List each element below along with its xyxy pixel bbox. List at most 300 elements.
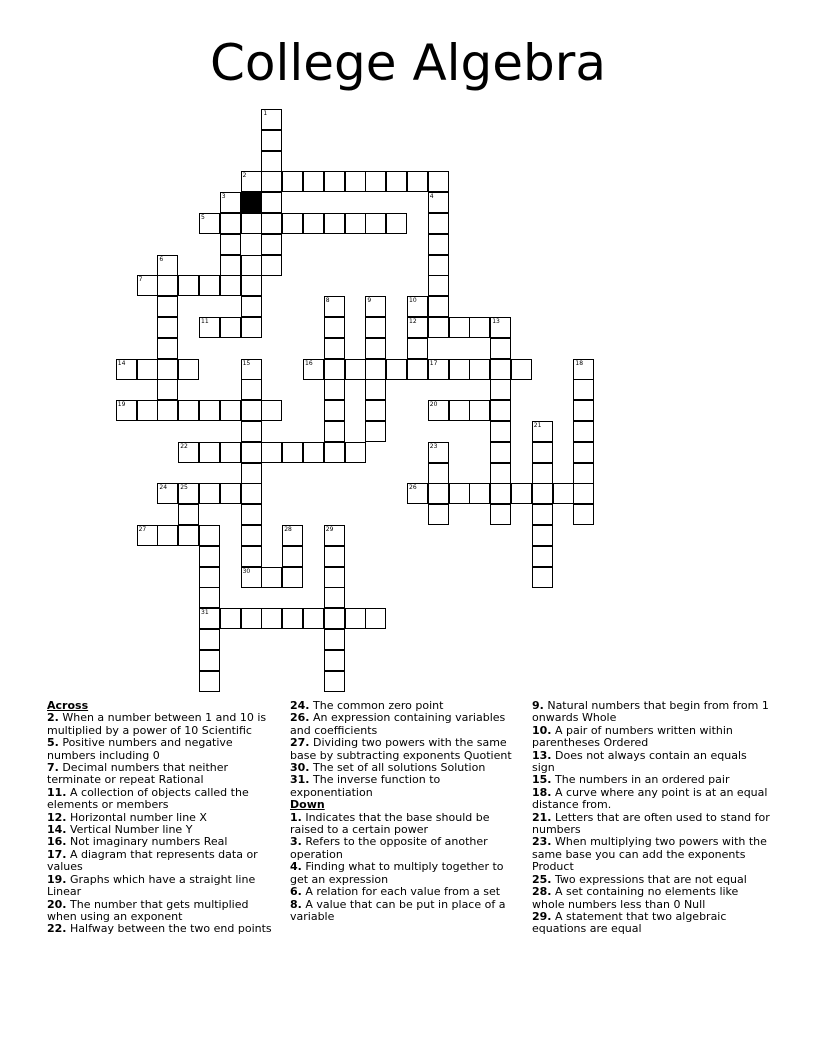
clue-number: 11 [201, 318, 209, 325]
clue-number: 26 [409, 484, 417, 492]
grid-cell[interactable] [490, 483, 511, 504]
grid-cell[interactable] [324, 296, 345, 317]
grid-cell[interactable] [282, 567, 303, 588]
grid-cell[interactable] [241, 567, 262, 588]
grid-cell[interactable] [178, 359, 199, 380]
grid-cell[interactable] [511, 359, 532, 380]
grid-cell[interactable] [428, 400, 449, 421]
grid-cell[interactable] [428, 192, 449, 213]
grid-cell[interactable] [261, 109, 282, 130]
clue-number: 4 [429, 193, 434, 201]
grid-cell[interactable] [469, 359, 490, 380]
clue-number: 25. [532, 872, 552, 886]
clue-number: 18. [532, 785, 552, 799]
grid-cell[interactable] [303, 608, 324, 629]
clue-number: 12 [409, 318, 417, 325]
grid-cell[interactable] [532, 525, 553, 546]
grid-cell[interactable] [324, 359, 345, 380]
grid-cell[interactable] [449, 400, 470, 421]
clue-number: 1. [290, 810, 302, 824]
clue-item [532, 787, 772, 812]
grid-cell[interactable] [137, 400, 158, 421]
grid-cell[interactable] [241, 255, 262, 276]
grid-cell[interactable] [241, 442, 262, 463]
clue-number: 5 [201, 214, 205, 221]
grid-cell[interactable] [137, 359, 158, 380]
grid-cell[interactable] [386, 171, 407, 192]
grid-cell[interactable] [241, 504, 262, 525]
grid-cell[interactable] [407, 317, 428, 338]
grid-cell[interactable] [428, 483, 449, 504]
grid-cell[interactable] [178, 504, 199, 525]
grid-cell[interactable] [261, 400, 282, 421]
clue-number: 21 [533, 422, 542, 429]
clue-item [47, 899, 277, 924]
grid-cell[interactable] [261, 171, 282, 192]
clue-number: 23. [532, 835, 552, 849]
grid-cell[interactable] [428, 213, 449, 234]
grid-cell[interactable] [199, 629, 220, 650]
grid-cell[interactable] [511, 483, 532, 504]
clue-item [532, 886, 772, 911]
grid-cell[interactable] [157, 317, 178, 338]
grid-cell[interactable] [386, 359, 407, 380]
grid-cell[interactable] [490, 317, 511, 338]
grid-cell[interactable] [365, 421, 386, 442]
clue-text: The inverse function to exponentiation [290, 773, 441, 799]
grid-cell[interactable] [449, 483, 470, 504]
grid-cell[interactable] [428, 359, 449, 380]
clue-number: 20 [429, 401, 438, 409]
clue-number: 4. [290, 860, 302, 874]
grid-cell[interactable] [199, 525, 220, 546]
clue-item [532, 812, 772, 837]
grid-cell[interactable] [490, 421, 511, 442]
grid-cell[interactable] [199, 400, 220, 421]
grid-cell[interactable] [428, 317, 449, 338]
grid-cell[interactable] [573, 421, 594, 442]
grid-cell[interactable] [573, 463, 594, 484]
grid-cell[interactable] [241, 400, 262, 421]
grid-cell[interactable] [407, 171, 428, 192]
grid-cell[interactable] [428, 504, 449, 525]
grid-cell[interactable] [261, 130, 282, 151]
clue-text: The numbers in an ordered pair [551, 773, 730, 787]
grid-cell[interactable] [532, 504, 553, 525]
clue-item [290, 836, 520, 861]
grid-cell[interactable] [220, 275, 241, 296]
grid-cell[interactable] [365, 379, 386, 400]
grid-cell[interactable] [532, 442, 553, 463]
clue-number: 19. [47, 872, 67, 886]
grid-cell[interactable] [407, 296, 428, 317]
clue-text: Decimal numbers that neither terminate or repeat Rational [47, 761, 229, 787]
grid-cell[interactable] [157, 400, 178, 421]
clue-text: Vertical Number line Y [66, 823, 193, 837]
clue-number: 14 [117, 359, 126, 367]
section-heading: Across [47, 699, 89, 712]
clue-number: 8. [290, 897, 302, 911]
clue-item [532, 750, 772, 775]
clue-number: 23 [429, 442, 438, 450]
grid-cell[interactable] [345, 359, 366, 380]
grid-cell[interactable] [241, 213, 262, 234]
clue-number: 10 [409, 297, 417, 305]
clue-text: Refers to the opposite of another operation [290, 835, 488, 861]
clue-item [47, 787, 277, 812]
grid-cell[interactable] [490, 442, 511, 463]
grid-cell[interactable] [365, 608, 386, 629]
clue-item [290, 774, 520, 799]
clue-number: 26. [290, 711, 310, 725]
grid-cell[interactable] [199, 483, 220, 504]
grid-cell[interactable] [365, 338, 386, 359]
clue-number: 1 [263, 110, 268, 117]
grid-cell[interactable] [199, 213, 220, 234]
clue-number: 13 [492, 318, 500, 325]
black-square [241, 192, 262, 213]
grid-cell[interactable] [199, 546, 220, 567]
grid-cell[interactable] [573, 400, 594, 421]
grid-cell[interactable] [157, 275, 178, 296]
clue-text: Not imaginary numbers Real [66, 835, 228, 849]
grid-cell[interactable] [241, 608, 262, 629]
clue-item [47, 737, 277, 762]
clue-text: A value that can be put in place of a variable [290, 897, 506, 923]
grid-cell[interactable] [490, 379, 511, 400]
grid-cell[interactable] [365, 359, 386, 380]
clue-text: Finding what to multiply together to get an expression [290, 860, 504, 886]
grid-cell[interactable] [220, 483, 241, 504]
grid-cell[interactable] [573, 379, 594, 400]
grid-cell[interactable] [157, 525, 178, 546]
grid-cell[interactable] [220, 234, 241, 255]
grid-cell[interactable] [241, 463, 262, 484]
grid-cell[interactable] [428, 234, 449, 255]
clue-number: 20. [47, 897, 67, 911]
grid-cell[interactable] [573, 442, 594, 463]
clue-number: 21. [532, 810, 552, 824]
grid-cell[interactable] [449, 359, 470, 380]
clue-item [47, 874, 277, 899]
grid-cell[interactable] [324, 587, 345, 608]
clue-item [532, 725, 772, 750]
clue-text: Horizontal number line X [66, 810, 207, 824]
grid-cell[interactable] [324, 213, 345, 234]
grid-cell[interactable] [532, 463, 553, 484]
grid-cell[interactable] [324, 650, 345, 671]
clue-number: 13. [532, 748, 552, 762]
grid-cell[interactable] [490, 338, 511, 359]
grid-cell[interactable] [241, 359, 262, 380]
grid-cell[interactable] [490, 504, 511, 525]
clue-item [47, 762, 277, 787]
clue-number: 3. [290, 835, 302, 849]
grid-cell[interactable] [428, 171, 449, 192]
grid-cell[interactable] [178, 483, 199, 504]
grid-cell[interactable] [407, 338, 428, 359]
clue-text: Indicates that the base should be raised to a certain power [290, 810, 490, 837]
grid-cell[interactable] [324, 629, 345, 650]
grid-cell[interactable] [428, 296, 449, 317]
grid-cell[interactable] [116, 400, 137, 421]
clue-number: 31 [201, 609, 209, 617]
grid-cell[interactable] [199, 275, 220, 296]
grid-cell[interactable] [178, 442, 199, 463]
grid-cell[interactable] [428, 442, 449, 463]
grid-cell[interactable] [157, 255, 178, 276]
clue-number: 7. [47, 761, 59, 775]
clue-text: The number that gets multiplied when using an exponent [47, 897, 249, 923]
grid-cell[interactable] [199, 587, 220, 608]
clue-text: Does not always contain an equals sign [532, 748, 747, 775]
clue-text: Positive numbers and negative numbers including 0 [47, 736, 233, 762]
clue-number: 8 [325, 297, 330, 305]
clue-item [290, 712, 520, 737]
grid-cell[interactable] [241, 525, 262, 546]
clue-number: 25 [180, 484, 188, 492]
grid-cell[interactable] [324, 525, 345, 546]
grid-cell[interactable] [324, 567, 345, 588]
clue-text: A pair of numbers written within parentheses Ordered [532, 723, 733, 750]
clue-column-2 [290, 700, 520, 923]
grid-cell[interactable] [157, 296, 178, 317]
clue-text: Letters that are often used to stand for numbers [532, 810, 770, 837]
clue-item [290, 861, 520, 886]
clue-text: A relation for each value from a set [301, 885, 501, 899]
clue-item [290, 737, 520, 762]
clue-number: 6 [159, 255, 164, 263]
clue-item [290, 899, 520, 924]
grid-cell[interactable] [303, 213, 324, 234]
grid-cell[interactable] [241, 296, 262, 317]
grid-cell[interactable] [261, 192, 282, 213]
grid-cell[interactable] [365, 171, 386, 192]
clue-number: 29. [532, 909, 552, 923]
clue-column-1 [47, 700, 277, 936]
grid-cell[interactable] [365, 296, 386, 317]
section-heading: Down [290, 798, 325, 812]
clue-number: 12. [47, 810, 67, 824]
clue-number: 6. [290, 885, 302, 899]
grid-cell[interactable] [199, 442, 220, 463]
clue-text: The set of all solutions Solution [309, 761, 486, 775]
grid-cell[interactable] [137, 525, 158, 546]
grid-cell[interactable] [241, 317, 262, 338]
grid-cell[interactable] [469, 317, 490, 338]
grid-cell[interactable] [324, 442, 345, 463]
grid-cell[interactable] [220, 608, 241, 629]
clue-item [290, 812, 520, 837]
grid-cell[interactable] [261, 234, 282, 255]
clue-number: 22 [180, 442, 188, 450]
grid-cell[interactable] [220, 255, 241, 276]
grid-cell[interactable] [324, 608, 345, 629]
grid-cell[interactable] [178, 275, 199, 296]
grid-cell[interactable] [241, 171, 262, 192]
clue-number: 24. [290, 699, 310, 712]
grid-cell[interactable] [345, 608, 366, 629]
grid-cell[interactable] [407, 483, 428, 504]
grid-cell[interactable] [261, 151, 282, 172]
clue-number: 17. [47, 847, 67, 861]
grid-cell[interactable] [261, 213, 282, 234]
clue-number: 18 [575, 359, 584, 367]
clue-text: A diagram that represents data or values [47, 847, 258, 874]
clue-item [532, 911, 772, 936]
clue-text: The common zero point [309, 699, 444, 712]
clue-text: When a number between 1 and 10 is multiplied by a power of 10 Scientific [47, 711, 267, 737]
grid-cell[interactable] [345, 442, 366, 463]
clue-number: 11. [47, 785, 67, 799]
grid-cell[interactable] [241, 379, 262, 400]
grid-cell[interactable] [261, 255, 282, 276]
clue-number: 15 [242, 359, 251, 367]
grid-cell[interactable] [220, 213, 241, 234]
grid-cell[interactable] [532, 483, 553, 504]
clue-item [532, 836, 772, 873]
grid-cell[interactable] [365, 213, 386, 234]
grid-cell[interactable] [199, 650, 220, 671]
clue-number: 2. [47, 711, 59, 725]
grid-cell[interactable] [282, 608, 303, 629]
grid-cell[interactable] [261, 608, 282, 629]
grid-cell[interactable] [324, 421, 345, 442]
grid-cell[interactable] [428, 275, 449, 296]
grid-cell[interactable] [490, 359, 511, 380]
grid-cell[interactable] [573, 483, 594, 504]
grid-cell[interactable] [303, 442, 324, 463]
grid-cell[interactable] [428, 463, 449, 484]
clue-text: A collection of objects called the elements or members [47, 785, 249, 812]
clue-number: 7 [138, 276, 143, 284]
grid-cell[interactable] [241, 483, 262, 504]
grid-cell[interactable] [261, 567, 282, 588]
clue-item [532, 700, 772, 725]
clue-text: An expression containing variables and coefficients [290, 711, 506, 737]
grid-cell[interactable] [573, 359, 594, 380]
clue-number: 28 [284, 526, 292, 533]
clue-column-3 [532, 700, 772, 936]
clue-number: 17 [429, 359, 438, 367]
grid-cell[interactable] [220, 192, 241, 213]
clue-number: 19 [117, 401, 126, 409]
grid-cell[interactable] [199, 567, 220, 588]
grid-cell[interactable] [261, 442, 282, 463]
grid-cell[interactable] [241, 546, 262, 567]
grid-cell[interactable] [220, 400, 241, 421]
grid-cell[interactable] [469, 483, 490, 504]
grid-cell[interactable] [469, 400, 490, 421]
grid-cell[interactable] [157, 338, 178, 359]
clue-number: 29 [325, 526, 334, 533]
clue-item [47, 712, 277, 737]
clue-number: 16 [305, 359, 313, 367]
grid-cell[interactable] [532, 421, 553, 442]
grid-cell[interactable] [345, 171, 366, 192]
grid-cell[interactable] [137, 275, 158, 296]
grid-cell[interactable] [532, 546, 553, 567]
clue-text: When multiplying two powers with the same base you can add the exponents Product [532, 835, 767, 874]
grid-cell[interactable] [241, 421, 262, 442]
clue-number: 14. [47, 823, 67, 837]
clue-number: 27 [138, 526, 147, 533]
grid-cell[interactable] [282, 525, 303, 546]
grid-cell[interactable] [490, 463, 511, 484]
clue-text: Two expressions that are not equal [551, 872, 747, 886]
grid-cell[interactable] [324, 546, 345, 567]
grid-cell[interactable] [199, 317, 220, 338]
clue-number: 30. [290, 761, 310, 775]
grid-cell[interactable] [282, 546, 303, 567]
grid-cell[interactable] [324, 317, 345, 338]
grid-cell[interactable] [220, 317, 241, 338]
grid-cell[interactable] [532, 567, 553, 588]
clue-number: 9. [532, 699, 544, 712]
clue-number: 22. [47, 922, 67, 936]
grid-cell[interactable] [324, 338, 345, 359]
grid-cell[interactable] [553, 483, 574, 504]
clue-number: 10. [532, 723, 552, 737]
grid-cell[interactable] [241, 275, 262, 296]
grid-cell[interactable] [116, 359, 137, 380]
grid-cell[interactable] [324, 671, 345, 692]
grid-cell[interactable] [303, 171, 324, 192]
grid-cell[interactable] [428, 255, 449, 276]
clue-number: 30 [242, 567, 251, 575]
clue-text: Dividing two powers with the same base by subtracting exponents Quotient [290, 736, 512, 762]
grid-cell[interactable] [178, 400, 199, 421]
clue-item [47, 849, 277, 874]
grid-cell[interactable] [157, 359, 178, 380]
grid-cell[interactable] [282, 171, 303, 192]
grid-cell[interactable] [199, 671, 220, 692]
grid-cell[interactable] [365, 317, 386, 338]
grid-cell[interactable] [178, 525, 199, 546]
clue-text: A set containing no elements like whole numbers less than 0 Null [532, 885, 739, 911]
grid-cell[interactable] [573, 504, 594, 525]
grid-cell[interactable] [490, 400, 511, 421]
clue-number: 15. [532, 773, 552, 787]
grid-cell[interactable] [365, 400, 386, 421]
grid-cell[interactable] [157, 483, 178, 504]
clue-text: Natural numbers that begin from from 1 onwards Whole [532, 699, 769, 725]
grid-cell[interactable] [282, 442, 303, 463]
grid-cell[interactable] [303, 359, 324, 380]
grid-cell[interactable] [407, 359, 428, 380]
clue-number: 2 [242, 172, 247, 180]
clue-text: Halfway between the two end points [66, 922, 272, 936]
clue-number: 28. [532, 885, 552, 899]
clue-number: 27. [290, 736, 310, 750]
grid-cell[interactable] [282, 213, 303, 234]
clue-number: 9 [367, 297, 372, 305]
grid-cell[interactable] [199, 608, 220, 629]
clue-number: 3 [221, 193, 226, 201]
grid-cell[interactable] [324, 400, 345, 421]
clue-item [47, 923, 277, 935]
grid-cell[interactable] [324, 171, 345, 192]
grid-cell[interactable] [386, 213, 407, 234]
grid-cell[interactable] [157, 379, 178, 400]
clue-number: 31. [290, 773, 310, 787]
grid-cell[interactable] [324, 379, 345, 400]
clue-number: 16. [47, 835, 67, 849]
grid-cell[interactable] [449, 317, 470, 338]
page-title: College Algebra [210, 34, 606, 92]
grid-cell[interactable] [345, 213, 366, 234]
grid-cell[interactable] [220, 442, 241, 463]
